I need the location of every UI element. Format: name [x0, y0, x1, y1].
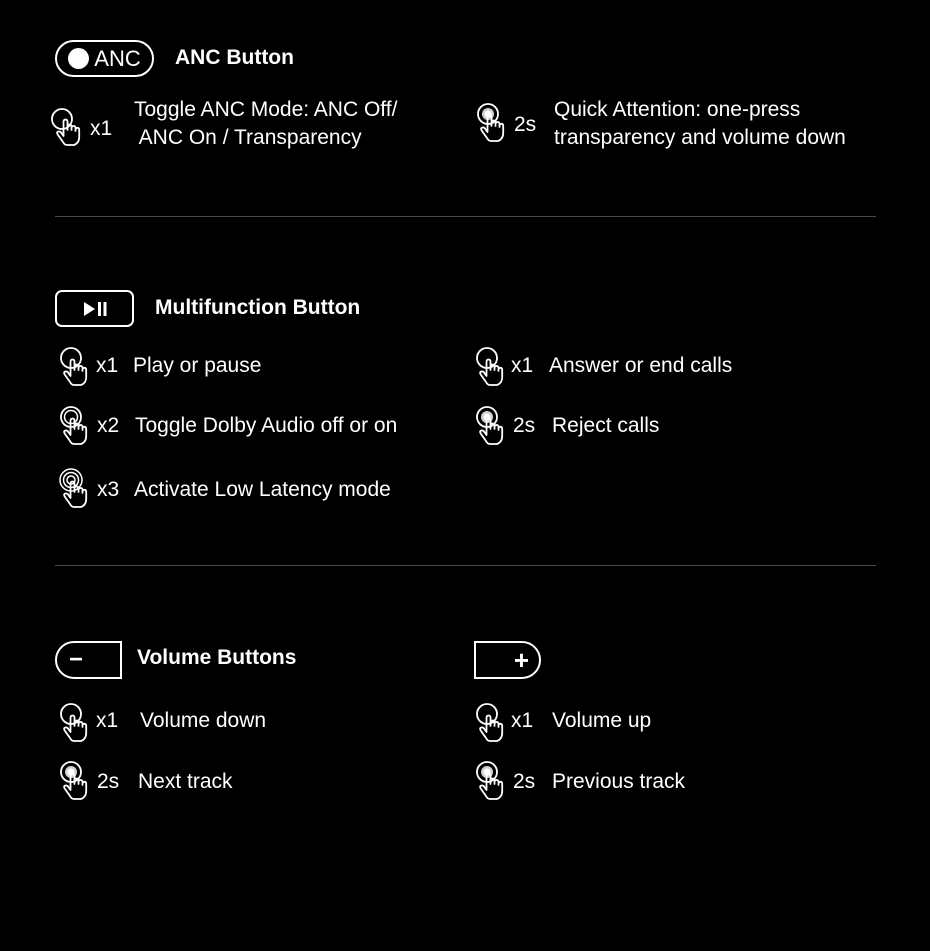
low-latency-label: Activate Low Latency mode — [134, 478, 391, 501]
anc-badge-label: ANC — [94, 45, 141, 71]
tap-once-icon — [48, 104, 88, 150]
gesture-count: 2s — [513, 770, 536, 793]
plus-icon: + — [513, 645, 529, 675]
volume-down-label: Volume down — [140, 709, 267, 732]
gesture-count: x1 — [90, 117, 113, 140]
filled-circle-icon — [68, 48, 89, 69]
tap-three-times-icon — [55, 466, 95, 512]
dolby-toggle-label: Toggle Dolby Audio off or on — [135, 414, 398, 437]
section-divider — [55, 216, 876, 217]
section-divider — [55, 565, 876, 566]
anc-toggle-line1: Toggle ANC Mode: ANC Off/ — [134, 98, 398, 121]
tap-twice-icon — [55, 403, 95, 449]
quick-attention-line2: transparency and volume down — [554, 126, 846, 149]
gesture-count: x1 — [511, 709, 534, 732]
play-pause-label: Play or pause — [133, 354, 262, 377]
multifunction-button-badge — [55, 290, 134, 327]
gesture-count: x3 — [97, 478, 120, 501]
gesture-count: x2 — [97, 414, 120, 437]
press-hold-icon — [471, 403, 511, 449]
press-hold-icon — [471, 758, 511, 804]
press-hold-icon — [55, 758, 95, 804]
anc-toggle-line2: ANC On / Transparency — [134, 126, 362, 149]
tap-once-icon — [55, 700, 95, 746]
multifunction-section-title: Multifunction Button — [155, 296, 361, 319]
volume-up-badge — [474, 641, 541, 679]
press-hold-icon — [472, 100, 512, 146]
tap-once-icon — [471, 344, 511, 390]
volume-down-badge — [55, 641, 122, 679]
next-track-label: Next track — [138, 770, 233, 793]
minus-icon: − — [69, 646, 84, 673]
gesture-count: x1 — [96, 709, 119, 732]
gesture-count: 2s — [97, 770, 120, 793]
volume-section-title: Volume Buttons — [137, 646, 297, 669]
answer-calls-label: Answer or end calls — [549, 354, 733, 377]
gesture-count: x1 — [511, 354, 534, 377]
gesture-count: 2s — [514, 113, 537, 136]
quick-attention-line1: Quick Attention: one-press — [554, 98, 801, 121]
gesture-count: x1 — [96, 354, 119, 377]
tap-once-icon — [55, 344, 95, 390]
anc-section-title: ANC Button — [175, 46, 294, 69]
gesture-count: 2s — [513, 414, 536, 437]
anc-button-badge — [55, 40, 154, 77]
reject-calls-label: Reject calls — [552, 414, 660, 437]
tap-once-icon — [471, 700, 511, 746]
previous-track-label: Previous track — [552, 770, 686, 793]
play-pause-icon — [82, 301, 108, 317]
volume-up-label: Volume up — [552, 709, 652, 732]
